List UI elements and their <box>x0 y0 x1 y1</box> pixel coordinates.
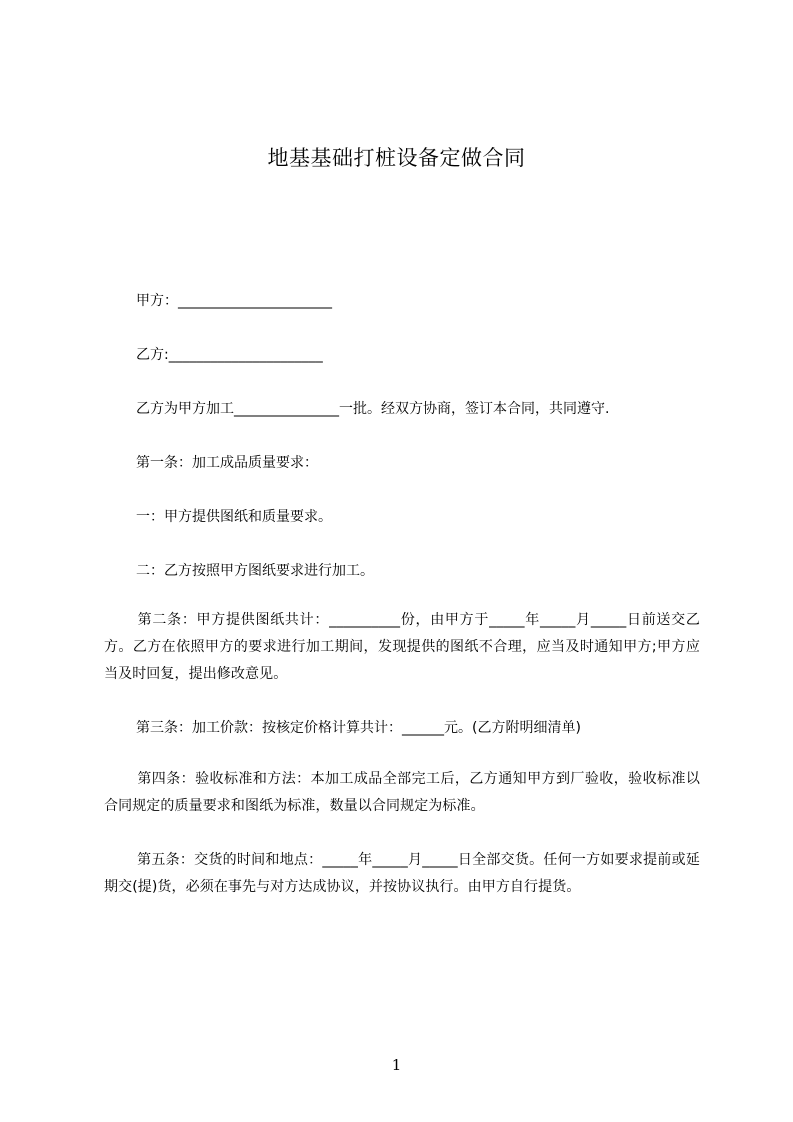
article5-paragraph <box>104 847 700 901</box>
article2-paragraph <box>104 607 700 688</box>
page-number: 1 <box>391 1056 402 1074</box>
article5-text: 第五条：交货的时间和地点：_____年_____月_____日全部交货。任何一方如要求提前或延期交(提)货，必须在事先与对方达成协议，并按协议执行。由甲方自行提货。 <box>104 852 700 895</box>
party-a-line: 甲方：______________________ <box>136 293 332 309</box>
article2-text: 第二条：甲方提供图纸共计：__________份，由甲方于_____年_____月_____日前送交乙方。乙方在依照甲方的要求进行加工期间，发现提供的图纸不合理，应当及时通知甲方;甲方应当及时回复，提出修改意见。 <box>104 612 700 682</box>
article4-paragraph <box>104 766 700 820</box>
document-title: 地基基础打桩设备定做合同 <box>267 146 526 170</box>
article4-text: 第四条：验收标准和方法：本加工成品全部完工后，乙方通知甲方到厂验收，验收标准以合同规定的质量要求和图纸为标准，数量以合同规定为标准。 <box>104 771 700 814</box>
article3-line: 第三条：加工价款：按核定价格计算共计：______元。(乙方附明细清单) <box>136 720 581 736</box>
party-b-line: 乙方:______________________ <box>136 347 323 363</box>
intro-line: 乙方为甲方加工_______________一批。经双方协商，签订本合同，共同遵守. <box>136 401 610 417</box>
article1-item2: 二：乙方按照甲方图纸要求进行加工。 <box>136 563 374 579</box>
article1-item1: 一：甲方提供图纸和质量要求。 <box>136 509 332 525</box>
article1-heading: 第一条：加工成品质量要求： <box>136 455 318 471</box>
